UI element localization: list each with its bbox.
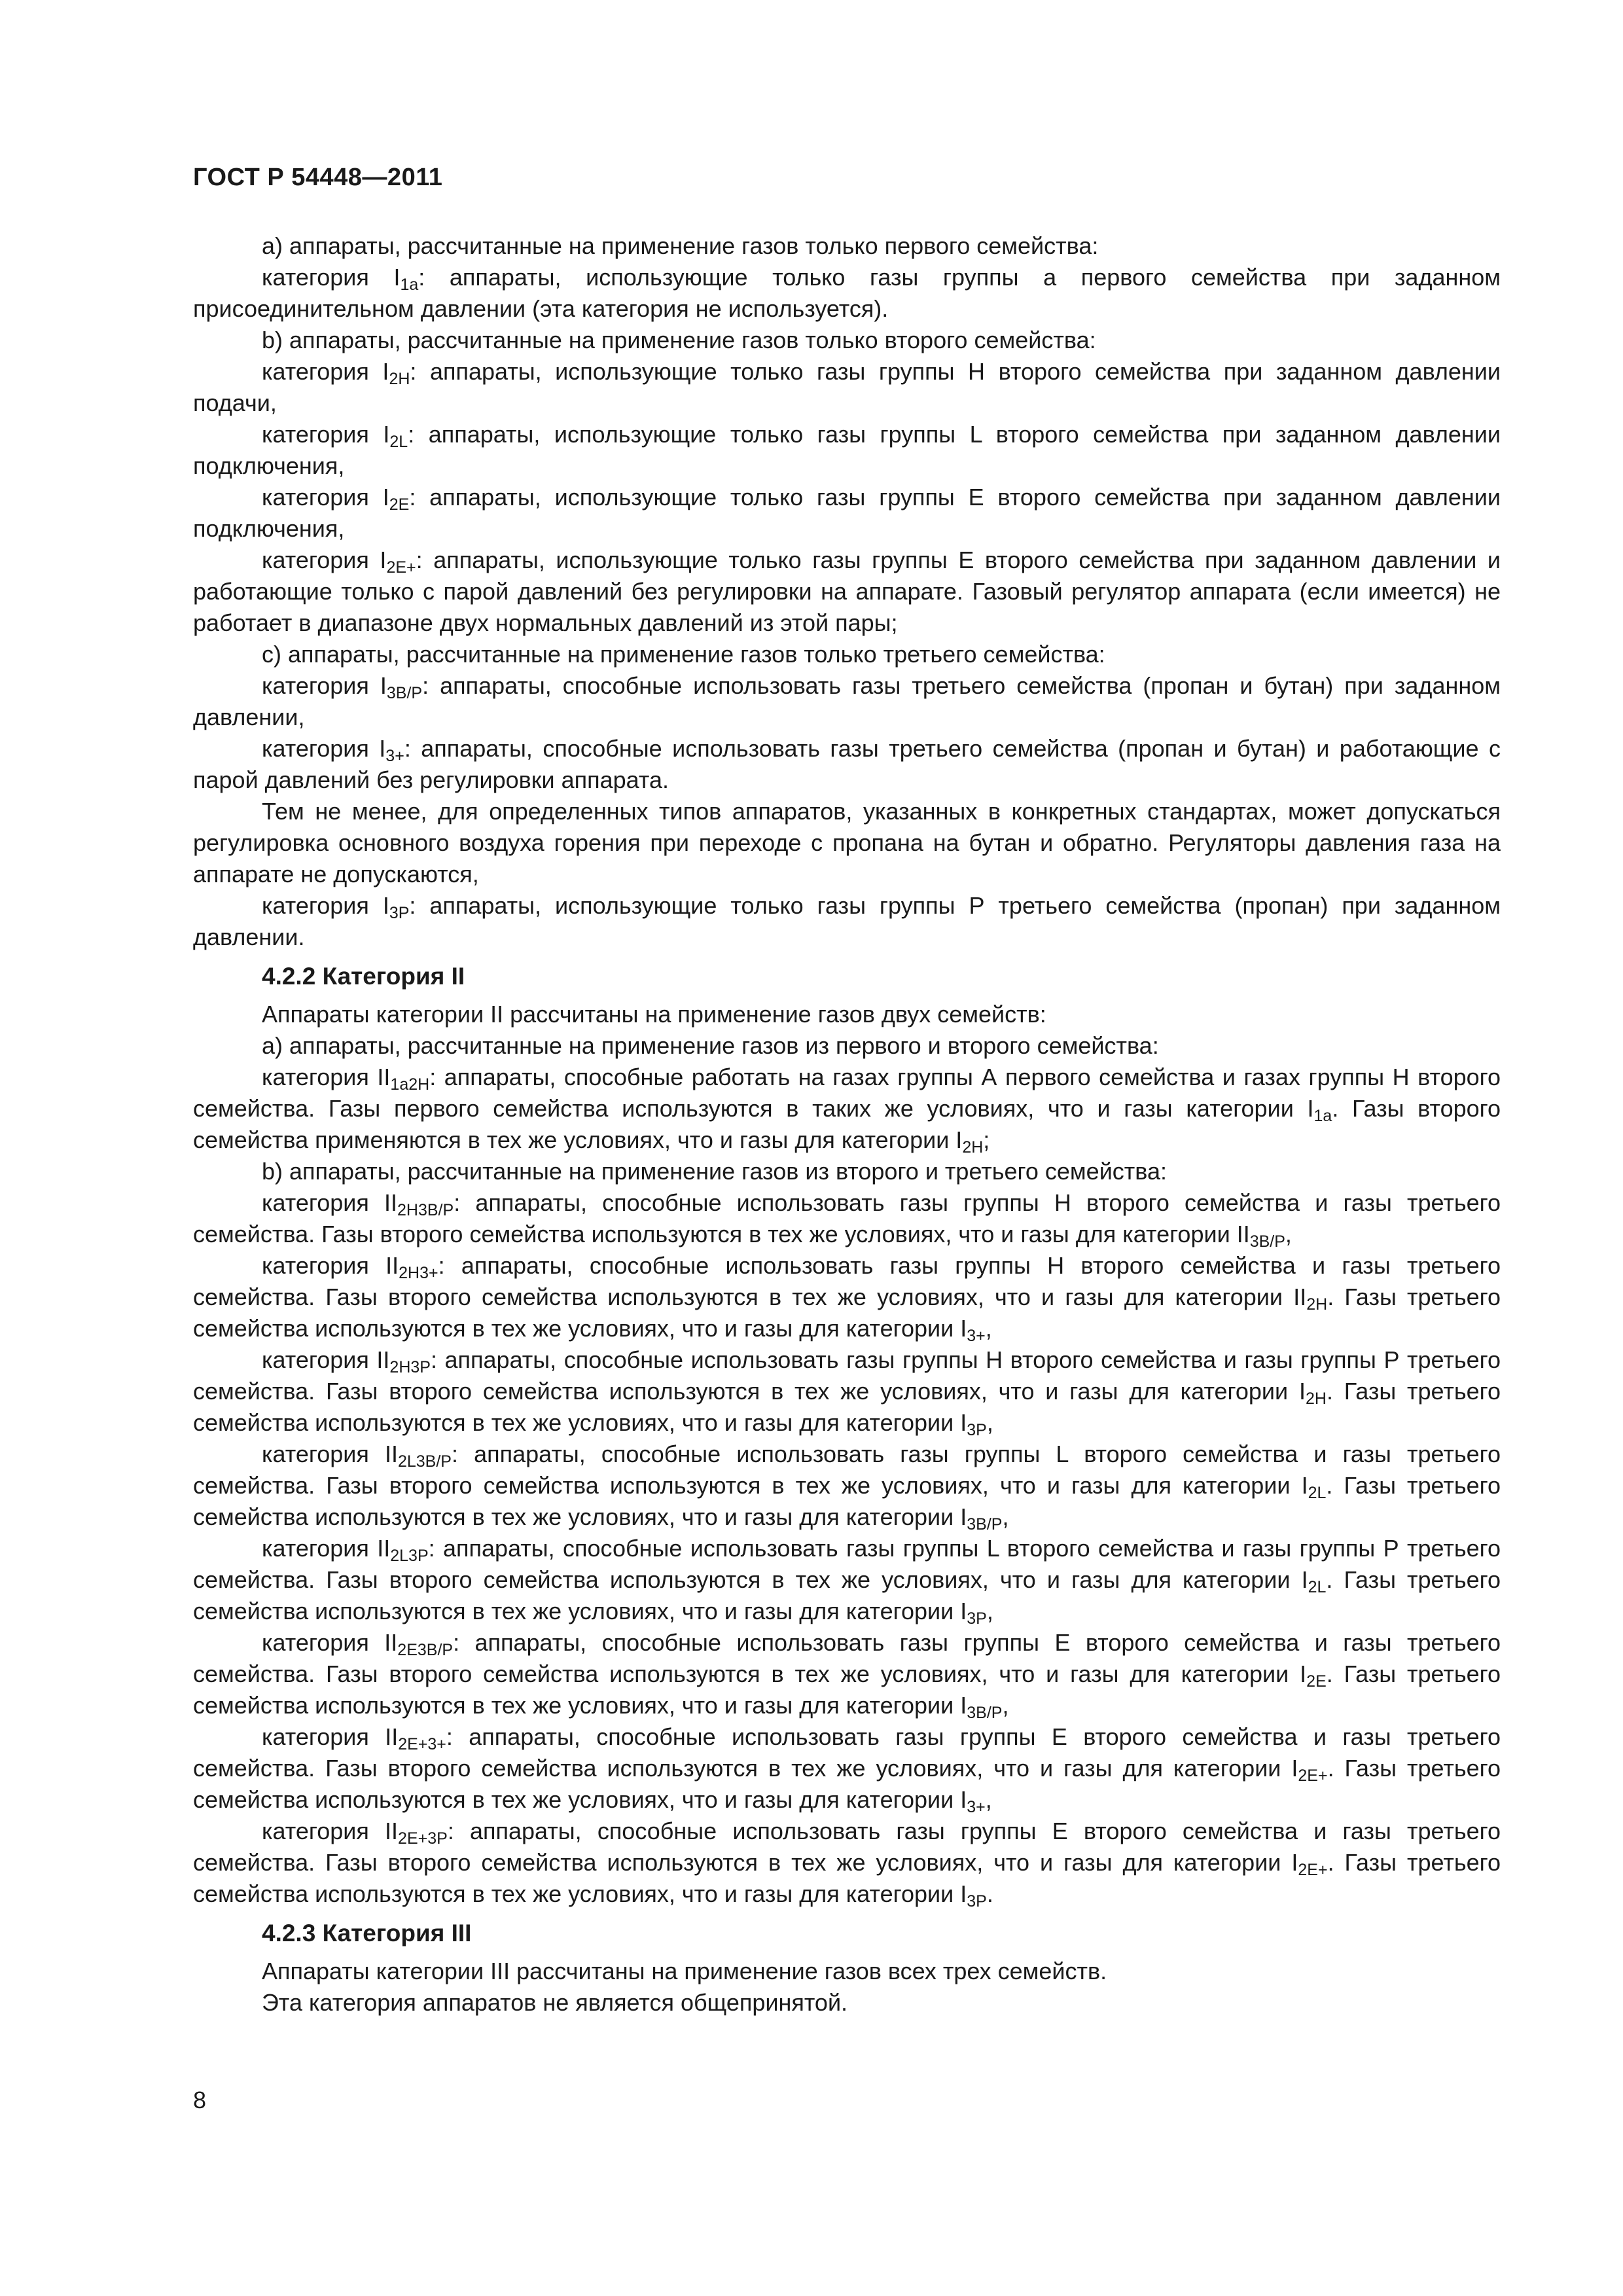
paragraph [193,670,1501,733]
text-run: : аппараты, использующие только газы группы а первого семейства при заданном присоединительном давлении (эта категория не используется). [193,264,1501,322]
text-run: категория II [262,1723,399,1750]
text-run: . Газы второго семейства применяются в тех же условиях, что и газы для категории I [193,1095,1501,1153]
text-run: : аппараты, способные использовать газы группы L второго семейства и газы группы Р третьего семейства. Газы второго семейства используются в тех же условиях, что и газы для категории I [193,1535,1501,1593]
subscript: 3B/P [386,684,423,702]
text-run: : аппараты, способные работать на газах группы А первого семейства и газах группы Н второго семейства. Газы первого семейства используются в таких же условиях, что и газы категории I [193,1064,1501,1122]
text-run: . Газы третьего семейства используются в тех же условиях, что и газы для категории I [193,1283,1501,1342]
subscript: 2E+3+ [398,1735,446,1753]
text-run: . Газы третьего семейства используются в тех же условиях, что и газы для категории I [193,1566,1501,1624]
text-run: : аппараты, использующие только газы группы Е второго семейства при заданном давлении и работающие только с парой давлений без регулировки на аппарате. Газовый регулятор аппарата (если имеется) не работает в диапазоне двух нормальных давлений из этой пары; [193,547,1501,636]
subscript: 2E+ [1298,1767,1328,1785]
subscript: 2H3B/P [397,1201,454,1219]
paragraph [193,1344,1501,1439]
text-run: a) аппараты, рассчитанные на применение газов из первого и второго семейства: [262,1032,1159,1059]
text-run: b) аппараты, рассчитанные на применение газов из второго и третьего семейства: [262,1158,1168,1185]
paragraph [193,999,1501,1030]
subscript: 1a2H [390,1075,430,1094]
text-run: : аппараты, способные использовать газы группы Н второго семейства и газы группы Р третьего семейства. Газы второго семейства используются в тех же условиях, что и газы для категории I [193,1346,1501,1405]
paragraph [193,639,1501,670]
text-run: . Газы третьего семейства используются в тех же условиях, что и газы для категории I [193,1472,1501,1530]
text-run: категория I [262,484,389,511]
paragraph [193,230,1501,262]
text-run: : аппараты, использующие только газы группы Р третьего семейства (пропан) при заданном давлении. [193,892,1501,950]
text-run: категория II [262,1064,391,1090]
text-run: a) аппараты, рассчитанные на применение газов только первого семейства: [262,232,1099,259]
text-run: . Газы третьего семейства используются в тех же условиях, что и газы для категории I [193,1378,1501,1436]
paragraph [193,1816,1501,1910]
subscript: 2E+ [386,558,416,577]
text-run: , [1002,1692,1009,1719]
text-run: , [986,1409,993,1436]
paragraph [193,1627,1501,1721]
paragraph [193,356,1501,419]
page-header: ГОСТ Р 54448—2011 [193,164,443,191]
text-run: 4.2.2 Категория II [262,963,465,990]
subscript: 2E [389,495,410,514]
text-run: категория I [262,264,401,291]
subscript: 2E+3P [398,1829,448,1848]
text-run: . Газы третьего семейства используются в тех же условиях, что и газы для категории I [193,1849,1501,1907]
text-run: 4.2.3 Категория III [262,1920,472,1946]
text-run: категория I [262,358,389,385]
paragraph [193,796,1501,890]
text-run: : аппараты, использующие только газы группы Е второго семейства при заданном давлении подключения, [193,484,1501,542]
text-run: категория II [262,1189,398,1216]
paragraph [193,733,1501,796]
subscript: 2H [1306,1295,1328,1314]
text-run: Эта категория аппаратов не является общепринятой. [262,1989,848,2016]
paragraph [193,1956,1501,1987]
text-run: : аппараты, способные использовать газы группы Н второго семейства и газы третьего семейства. Газы второго семейства используются в тех же условиях, что и газы для категории II [193,1189,1501,1247]
paragraph [193,1250,1501,1344]
text-run: : аппараты, способные использовать газы группы Е второго семейства и газы третьего семейства. Газы второго семейства используются в тех же условиях, что и газы для категории I [193,1629,1501,1687]
paragraph [193,1721,1501,1816]
text-run: категория II [262,1818,399,1844]
subscript: 3+ [967,1327,986,1345]
paragraph [193,1030,1501,1062]
text-run: категория II [262,1441,398,1467]
text-run: . Газы третьего семейства используются в тех же условиях, что и газы для категории I [193,1660,1501,1719]
text-run: Тем не менее, для определенных типов аппаратов, указанных в конкретных стандартах, может допускаться регулировка основного воздуха горения при переходе с пропана на бутан и обратно. Регуляторы давления газа на аппарате не допускаются, [193,798,1501,888]
subscript: 2E+ [1298,1861,1328,1879]
text-run: : аппараты, способные использовать газы группы L второго семейства и газы третьего семейства. Газы второго семейства используются в тех же условиях, что и газы для категории I [193,1441,1501,1499]
subscript: 2L3P [390,1547,429,1565]
text-run: категория I [262,421,390,448]
paragraph [193,1156,1501,1187]
subscript: 3B/P [967,1515,1003,1534]
text-run: : аппараты, способные использовать газы группы Е второго семейства и газы третьего семейства. Газы второго семейства используются в тех же условиях, что и газы для категории I [193,1818,1501,1876]
paragraph [193,262,1501,325]
paragraph [193,482,1501,545]
text-run: Аппараты категории III рассчитаны на применение газов всех трех семейств. [262,1958,1107,1984]
subscript: 2L [1308,1578,1327,1596]
paragraph [193,325,1501,356]
text-run: : аппараты, способные использовать газы группы Н второго семейства и газы третьего семейства. Газы второго семейства используются в тех же условиях, что и газы для категории II [193,1252,1501,1310]
text-run: Аппараты категории II рассчитаны на применение газов двух семейств: [262,1001,1046,1028]
paragraph [193,1187,1501,1250]
subscript: 2E [1306,1672,1327,1691]
subscript: 3P [389,904,410,922]
document-body [193,230,1501,2018]
text-run: категория I [262,547,387,573]
paragraph [193,1987,1501,2018]
text-run: , [985,1786,992,1813]
paragraph [193,545,1501,639]
section-heading [193,1918,1501,1949]
subscript: 2L3B/P [397,1452,452,1471]
subscript: 3+ [967,1798,986,1816]
subscript: 3B/P [1249,1232,1285,1251]
text-run: , [1285,1221,1292,1247]
subscript: 2L [389,433,408,451]
subscript: 1a [1313,1107,1332,1125]
text-run: категория I [262,892,389,919]
paragraph [193,1439,1501,1533]
subscript: 2H [389,370,410,388]
subscript: 2H [1305,1390,1327,1408]
paragraph [193,419,1501,482]
paragraph [193,890,1501,953]
section-heading [193,961,1501,992]
subscript: 2E3B/P [397,1641,454,1659]
text-run: b) аппараты, рассчитанные на применение газов только второго семейства: [262,327,1096,353]
subscript: 3P [967,1892,987,1910]
text-run: : аппараты, использующие только газы группы Н второго семейства при заданном давлении подачи, [193,358,1501,416]
subscript: 3B/P [967,1704,1003,1722]
text-run: : аппараты, способные использовать газы группы Е второго семейства и газы третьего семейства. Газы второго семейства используются в тех же условиях, что и газы для категории I [193,1723,1501,1782]
subscript: 3P [967,1421,987,1439]
text-run: категория II [262,1535,391,1562]
text-run: категория II [262,1629,398,1656]
text-run: категория II [262,1346,390,1373]
text-run: категория I [262,672,387,699]
subscript: 2L [1308,1484,1327,1502]
text-run: , [1002,1503,1009,1530]
subscript: 2H3+ [399,1264,438,1282]
text-run: , [986,1598,993,1624]
subscript: 3+ [385,747,404,765]
text-run: . Газы третьего семейства используются в тех же условиях, что и газы для категории I [193,1755,1501,1813]
text-run: ; [983,1126,990,1153]
text-run: : аппараты, способные использовать газы третьего семейства (пропан и бутан) и работающие с парой давлений без регулировки аппарата. [193,735,1501,793]
paragraph [193,1533,1501,1627]
text-run: c) аппараты, рассчитанные на применение газов только третьего семейства: [262,641,1105,668]
text-run: категория II [262,1252,399,1279]
text-run: : аппараты, использующие только газы группы L второго семейства при заданном давлении подключения, [193,421,1501,479]
page-number: 8 [193,2087,207,2113]
subscript: 2H3P [389,1358,431,1376]
text-run: категория I [262,735,386,762]
text-run: . [986,1880,993,1907]
subscript: 3P [967,1609,987,1628]
subscript: 2H [962,1138,984,1157]
text-run: , [985,1315,992,1342]
text-run: : аппараты, способные использовать газы третьего семейства (пропан и бутан) при заданном давлении, [193,672,1501,730]
paragraph [193,1062,1501,1156]
subscript: 1a [400,276,419,294]
